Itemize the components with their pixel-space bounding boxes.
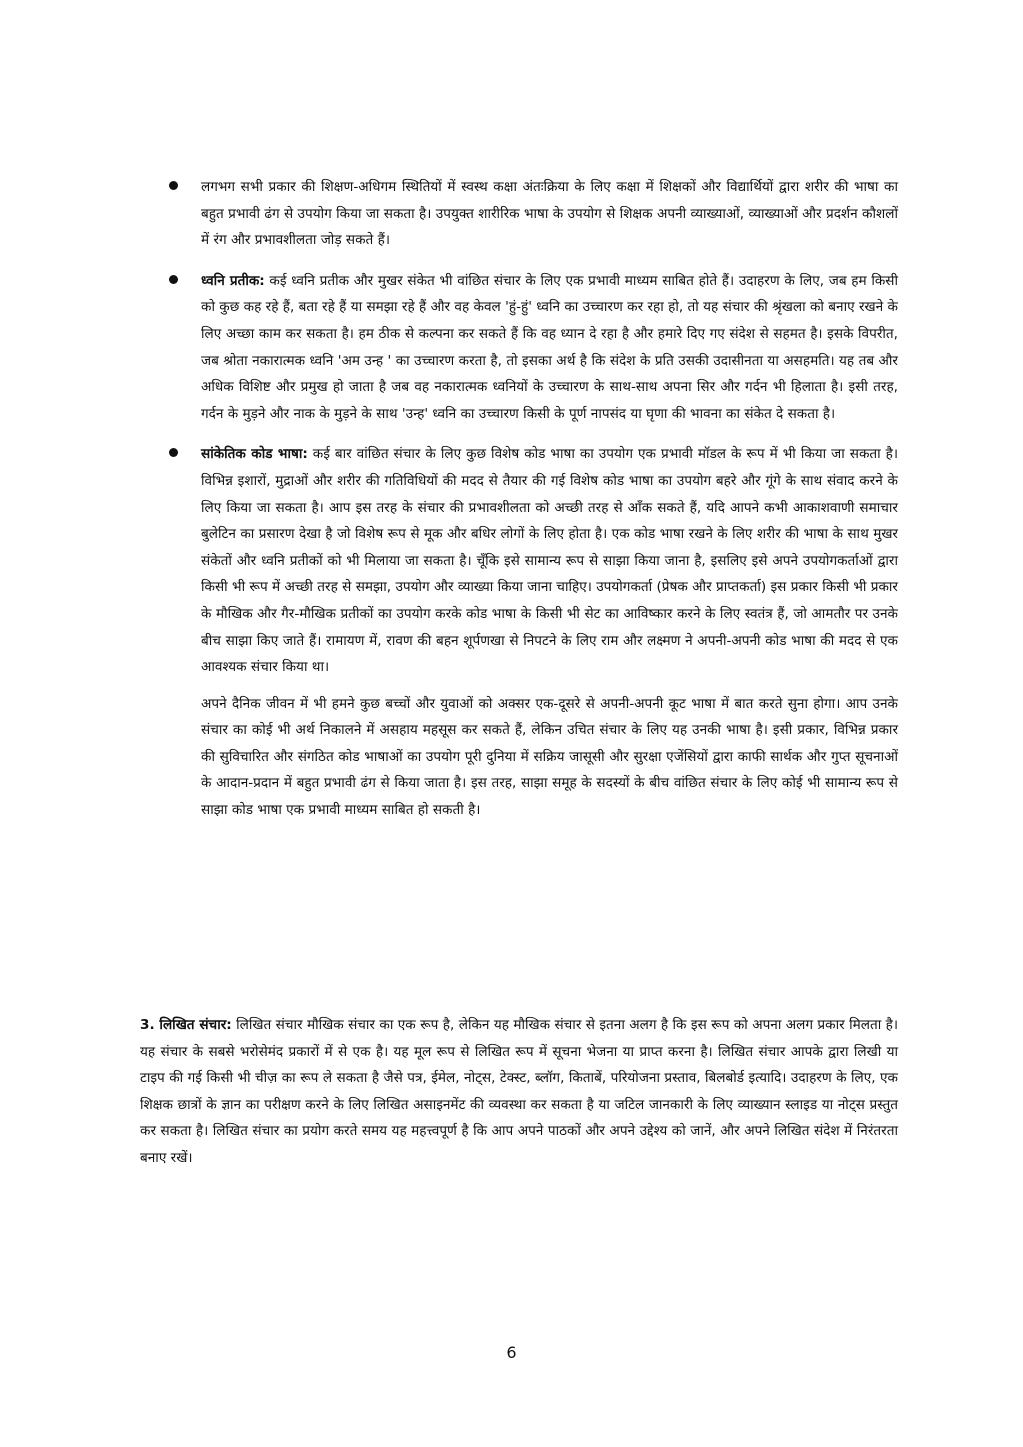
section-heading: 3. लिखित संचार: bbox=[140, 1017, 232, 1033]
paragraph-text: कई बार वांछित संचार के लिए कुछ विशेष कोड भाषा का उपयोग एक प्रभावी मॉडल के रूप में भी किया जा सकता है। विभिन्न इशारों, मुद्राओं और शरीर की गतिविधियों की मदद से तैयार की गई विशेष कोड भाषा का उपयोग बहरे और गूंगे के साथ संवाद करने के लिए किया जा सकता है। आप इस तरह के संचार की प्रभावशीलता को अच्छी तरह से आँक सकते हैं, यदि आपने कभी आकाशवाणी समाचार बुलेटिन का प्रसारण देखा है जो विशेष रूप से मूक और बधिर लोगों के लिए होता है। एक कोड भाषा रखने के लिए शरीर की भाषा के साथ मुखर संकेतों और ध्वनि प्रतीकों को भी मिलाया जा सकता है। चूँकि इसे सामान्य रूप से साझा किया जाना है, इसलिए इसे अपने उपयोगकर्ताओं द्वारा किसी भी रूप में अच्छी तरह से समझा, उपयोग और व्याख्या किया जाना चाहिए। उपयोगकर्ता (प्रेषक और प्राप्तकर्ता) इस प्रकार किसी भी प्रकार के मौखिक और गैर-मौखिक प्रतीकों का उपयोग करके कोड भाषा के किसी भी सेट का आविष्कार करने के लिए स्वतंत्र हैं, जो आमतौर पर उनके बीच साझा किए जाते हैं। रामायण में, रावण की बहन शूर्पणखा से निपटने के लिए राम और लक्ष्मण ने अपनी-अपनी कोड भाषा की मदद से एक आवश्यक संचार किया था। bbox=[201, 446, 899, 676]
page-number: 6 bbox=[506, 1343, 517, 1362]
bullet-dot-icon bbox=[169, 448, 178, 457]
paragraph-text: लिखित संचार मौखिक संचार का एक रूप है, लेकिन यह मौखिक संचार से इतना अलग है कि इस रूप को अपना अलग प्रकार मिलता है। यह संचार के सबसे भरोसेमंद प्रकारों में से एक है। यह मूल रूप से लिखित रूप में सूचना भेजना या प्राप्त करना है। लिखित संचार आपके द्वारा लिखी या टाइप की गई किसी भी चीज़ का रूप ले सकता है जैसे पत्र, ईमेल, नोट्स, टेक्स्ट, ब्लॉग, किताबें, परियोजना प्रस्ताव, बिलबोर्ड इत्यादि। उदाहरण के लिए, एक शिक्षक छात्रों के ज्ञान का परीक्षण करने के लिए लिखित असाइनमेंट की व्यवस्था कर सकता है या जटिल जानकारी के लिए व्याख्यान स्लाइड या नोट्स प्रस्तुत कर सकता है। लिखित संचार का प्रयोग करते समय यह महत्त्वपूर्ण है कि आप अपने पाठकों और अपने उद्देश्य को जानें, और अपने लिखित संदेश में निरंतरता बनाए रखें। bbox=[140, 1017, 898, 1166]
paragraph bbox=[201, 174, 898, 254]
paragraph-text: लगभग सभी प्रकार की शिक्षण-अधिगम स्थितियों में स्वस्थ कक्षा अंतःक्रिया के लिए कक्षा में शिक्षकों और विद्यार्थियों द्वारा शरीर की भाषा का बहुत प्रभावी ढंग से उपयोग किया जा सकता है। उपयुक्त शारीरिक भाषा के उपयोग से शिक्षक अपनी व्याख्याओं, व्याख्याओं और प्रदर्शन कौशलों में रंग और प्रभावशीलता जोड़ सकते हैं। bbox=[201, 179, 899, 249]
bullet-list bbox=[165, 174, 898, 838]
paragraph-continued: अपने दैनिक जीवन में भी हमने कुछ बच्चों और युवाओं को अक्सर एक-दूसरे से अपनी-अपनी कूट भाषा में बात करते सुना होगा। आप उनके संचार का कोई भी अर्थ निकालने में असहाय महसूस कर सकते हैं, लेकिन उचित संचार के लिए यह उनकी भाषा है। इसी प्रकार, विभिन्न प्रकार की सुविचारित और संगठित कोड भाषाओं का उपयोग पूरी दुनिया में सक्रिय जासूसी और सुरक्षा एजेंसियों द्वारा काफी सार्थक और गुप्त सूचनाओं के आदान-प्रदान में बहुत प्रभावी ढंग से किया जाता है। इस तरह, साझा समूह के सदस्यों के बीच वांछित संचार के लिए कोई भी सामान्य रूप से साझा कोड भाषा एक प्रभावी माध्यम साबित हो सकती है। bbox=[201, 695, 898, 819]
bullet-heading: सांकेतिक कोड भाषा: bbox=[201, 446, 308, 463]
paragraph bbox=[140, 1012, 898, 1172]
bullet-item-sound-symbols bbox=[165, 268, 898, 428]
bullet-heading: ध्वनि प्रतीक: bbox=[201, 272, 265, 289]
paragraph-text: कई ध्वनि प्रतीक और मुखर संकेत भी वांछित संचार के लिए एक प्रभावी माध्यम साबित होते हैं। उदाहरण के लिए, जब हम किसी को कुछ कह रहे हैं, बता रहे हैं या समझा रहे हैं और वह केवल 'हुं-हुं' ध्वनि का उच्चारण कर रहा हो, तो यह संचार की श्रृंखला को बनाए रखने के लिए अच्छा काम कर सकता है। हम ठीक से कल्पना कर सकते हैं कि वह ध्यान दे रहा है और हमारे दिए गए संदेश से सहमत है। इसके विपरीत, जब श्रोता नकारात्मक ध्वनि 'अम उन्ह ' का उच्चारण करता है, तो इसका अर्थ है कि संदेश के प्रति उसकी उदासीनता या असहमति। यह तब और अधिक विशिष्ट और प्रमुख हो जाता है जब वह नकारात्मक ध्वनियों के उच्चारण के साथ-साथ अपना सिर और गर्दन भी हिलाता है। इसी तरह, गर्दन के मुड़ने और नाक के मुड़ने के साथ 'उन्ह' ध्वनि का उच्चारण किसी के पूर्ण नापसंद या घृणा की भावना का संकेत दे सकता है। bbox=[201, 272, 898, 422]
section-written-communication bbox=[140, 1012, 898, 1172]
paragraph bbox=[201, 441, 898, 680]
bullet-item-body-language bbox=[165, 174, 898, 254]
bullet-dot-icon bbox=[169, 181, 178, 190]
bullet-dot-icon bbox=[169, 275, 178, 284]
paragraph bbox=[201, 268, 898, 428]
bullet-item-code-language bbox=[165, 441, 898, 823]
